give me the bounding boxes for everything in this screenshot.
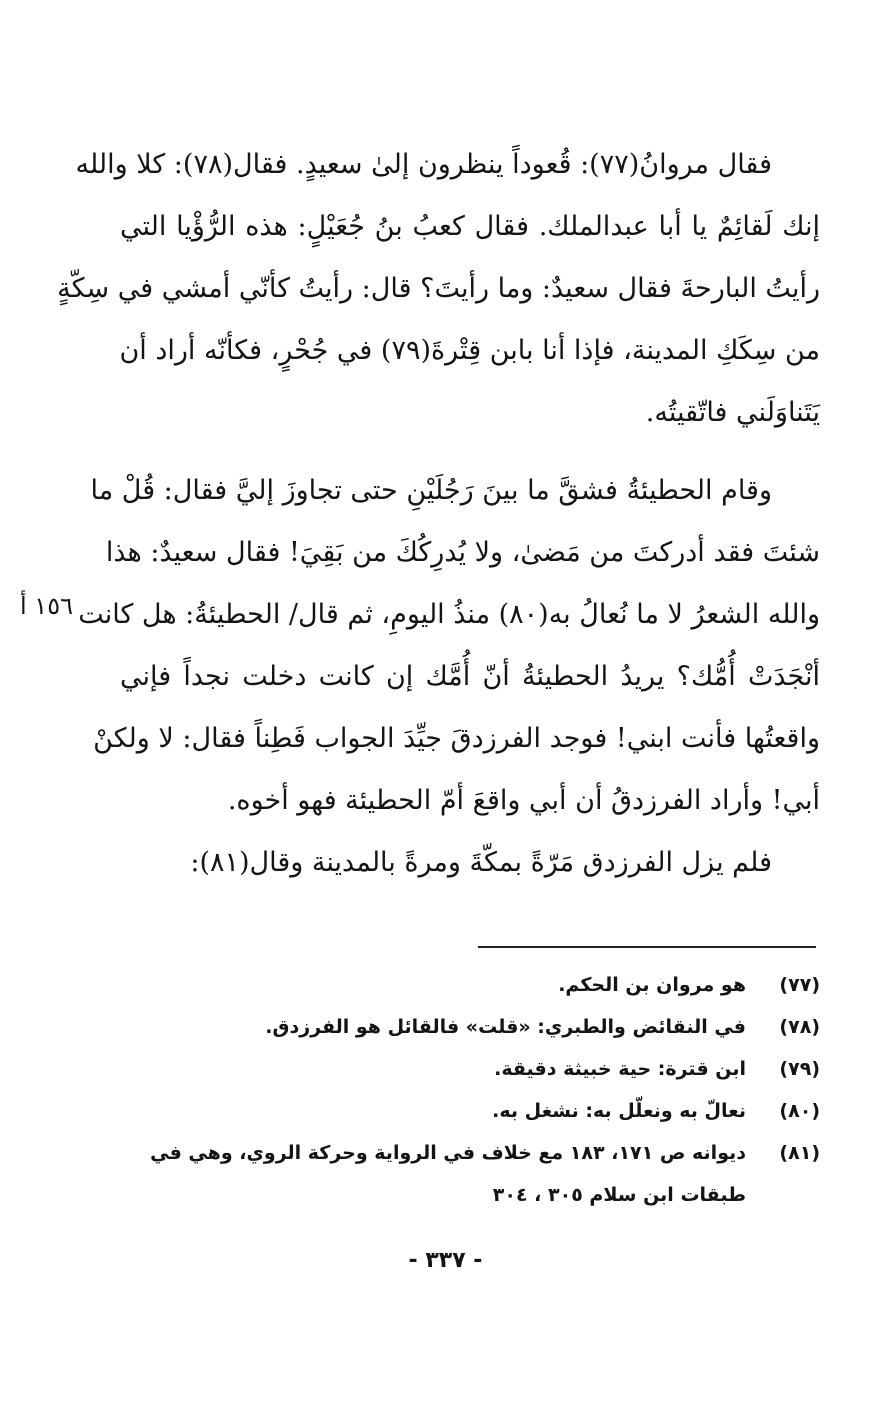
footnote-item	[110, 964, 820, 1006]
text-line: فقال مروانُ(٧٧): قُعوداً ينظرون إلىٰ سعيدٍ. فقال(٧٨): كلا والله	[75, 149, 772, 180]
footnote-text: ابن قترة: حية خبيثة دقيقة.	[494, 1058, 746, 1080]
text-line: إنك لَقائِمٌ يا أبا عبدالملك. فقال كعبُ بنُ جُعَيْلٍ: هذه الرُّؤْيا التي	[120, 211, 820, 242]
footnote-item	[110, 1132, 820, 1216]
footnote-number: (٧٨)	[779, 1016, 820, 1038]
text-line: رأيتُ البارحةَ فقال سعيدٌ: وما رأيتَ؟ قال: رأيتُ كأنّي أمشي في سِكّةٍ	[57, 273, 820, 304]
manuscript-folio-marker: ١٥٦ أ	[20, 592, 73, 620]
text-line: أبي! وأراد الفرزدقُ أن أبي واقعَ أمّ الحطيئة فهو أخوه.	[227, 785, 820, 816]
text-line: من سِكَكِ المدينة، فإذا أنا بابن قِتْرةَ(٧٩) في جُحْرٍ، فكأنّه أراد أن	[119, 335, 820, 366]
footnote-item	[110, 1006, 820, 1048]
text-line: واقعتُها فأنت ابني! فوجد الفرزدقَ جيِّدَ الجواب فَطِناً فقال: لا ولكنْ	[93, 723, 820, 754]
text-line: يَتَناوَلَني فاتّقيتُه.	[645, 397, 820, 428]
footnote-item	[110, 1090, 820, 1132]
page-number: - ٣٣٧ -	[408, 1248, 483, 1273]
text-line: والله الشعرُ لا ما نُعالُ به(٨٠) منذُ اليومِ، ثم قال/ الحطيئةُ: هل كانت	[78, 599, 820, 630]
footnote-divider	[478, 946, 816, 948]
footnote-number: (٨١)	[779, 1142, 820, 1164]
footnote-item	[110, 1048, 820, 1090]
footnotes	[110, 964, 820, 1216]
footnote-number: (٨٠)	[779, 1100, 820, 1122]
paragraph-3	[120, 832, 820, 894]
text-line: شئتَ فقد أدركتَ من مَضىٰ، ولا يُدرِكُكَ من بَقِيَ! فقال سعيدٌ: هذا	[105, 537, 820, 568]
text-line: وقام الحطيئةُ فشقَّ ما بينَ رَجُلَيْنِ حتى تجاوزَ إليَّ فقال: قُلْ ما	[90, 475, 772, 506]
footnote-text: هو مروان بن الحكم.	[558, 974, 746, 996]
footnote-text: في النقائض والطبري: «قلت» فالقائل هو الفرزدق.	[265, 1016, 746, 1038]
text-line: فلم يزل الفرزدق مَرّةً بمكّةَ ومرةً بالمدينة وقال(٨١):	[190, 847, 772, 878]
text-line: أنْجَدَتْ أُمُّك؟ يريدُ الحطيئةُ أنّ أُمَّك إن كانت دخلت نجداً فإني	[120, 661, 820, 692]
paragraph-1	[57, 134, 820, 444]
paragraph-2	[78, 460, 820, 832]
footnote-number: (٧٧)	[779, 974, 820, 996]
footnote-text: نعالّ به ونعلّل به: نشغل به.	[492, 1100, 746, 1122]
footnote-text: ديوانه ص ١٧١، ١٨٣ مع خلاف في الرواية وحركة الروي، وهي في طبقات ابن سلام ٣٠٥ ، ٣٠٤	[150, 1142, 746, 1206]
footnote-number: (٧٩)	[779, 1058, 820, 1080]
